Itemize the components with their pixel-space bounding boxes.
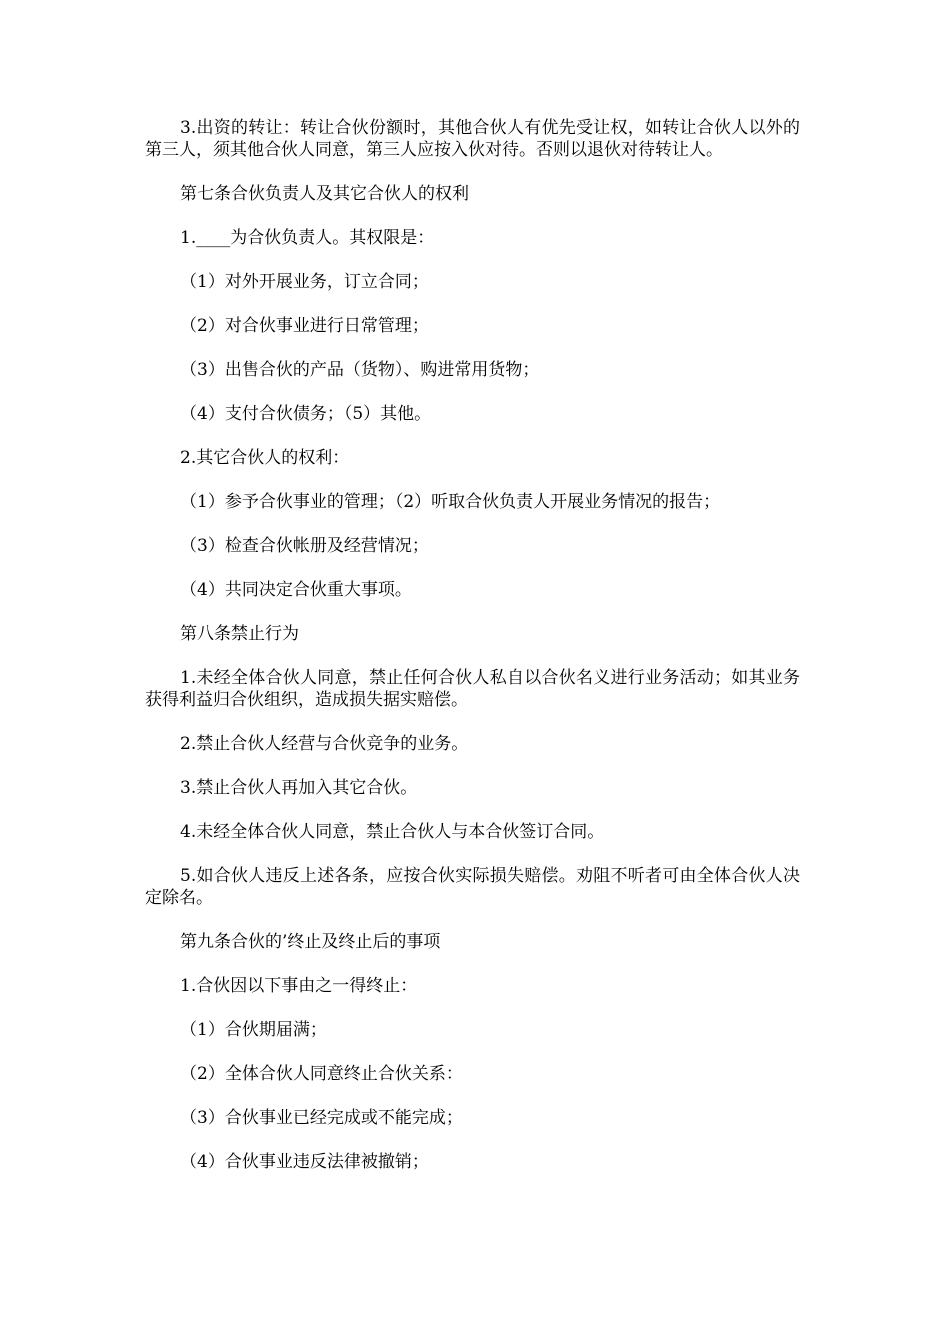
article-7-heading: 第七条合伙负责人及其它合伙人的权利 [180, 184, 469, 204]
paragraph-8-1: 1.未经全体合伙人同意，禁止任何合伙人私自以合伙名义进行业务活动；如其业务获得利益归合伙组织，造成损失据实赔偿。 [145, 668, 800, 710]
paragraph-7-2: 2.其它合伙人的权利： [180, 448, 350, 468]
paragraph-8-4: 4.未经全体合伙人同意，禁止合伙人与本合伙签订合同。 [180, 822, 605, 842]
article-9-heading: 第九条合伙的’终止及终止后的事项 [180, 932, 441, 952]
paragraph-9-1-3: （3）合伙事业已经完成或不能完成； [180, 1108, 463, 1128]
paragraph-7-1-1: （1）对外开展业务，订立合同； [180, 272, 429, 292]
paragraph-7-2-3: （3）检查合伙帐册及经营情况； [180, 536, 429, 556]
paragraph-8-2: 2.禁止合伙人经营与合伙竞争的业务。 [180, 734, 469, 754]
paragraph-8-5: 5.如合伙人违反上述各条，应按合伙实际损失赔偿。劝阻不听者可由全体合伙人决定除名。 [145, 866, 800, 908]
paragraph-share-transfer: 3.出资的转让：转让合伙份额时，其他合伙人有优先受让权，如转让合伙人以外的第三人，须其他合伙人同意，第三人应按入伙对待。否则以退伙对待转让人。 [145, 118, 800, 160]
paragraph-9-1-1: （1）合伙期届满； [180, 1020, 327, 1040]
paragraph-9-1-2: （2）全体合伙人同意终止合伙关系： [180, 1064, 463, 1084]
paragraph-7-1: 1.____为合伙负责人。其权限是： [180, 228, 435, 248]
paragraph-7-1-4: （4）支付合伙债务；（5）其他。 [180, 404, 432, 424]
paragraph-7-1-2: （2）对合伙事业进行日常管理； [180, 316, 429, 336]
paragraph-9-1: 1.合伙因以下事由之一得终止： [180, 976, 418, 996]
paragraph-8-3: 3.禁止合伙人再加入其它合伙。 [180, 778, 418, 798]
paragraph-7-2-4: （4）共同决定合伙重大事项。 [180, 580, 412, 600]
paragraph-9-1-4: （4）合伙事业违反法律被撤销； [180, 1152, 429, 1172]
paragraph-7-2-1: （1）参予合伙事业的管理；（2）听取合伙负责人开展业务情况的报告； [180, 492, 721, 512]
paragraph-7-1-3: （3）出售合伙的产品（货物）、购进常用货物； [180, 360, 540, 380]
article-8-heading: 第八条禁止行为 [180, 624, 299, 644]
document-body [145, 117, 800, 1195]
